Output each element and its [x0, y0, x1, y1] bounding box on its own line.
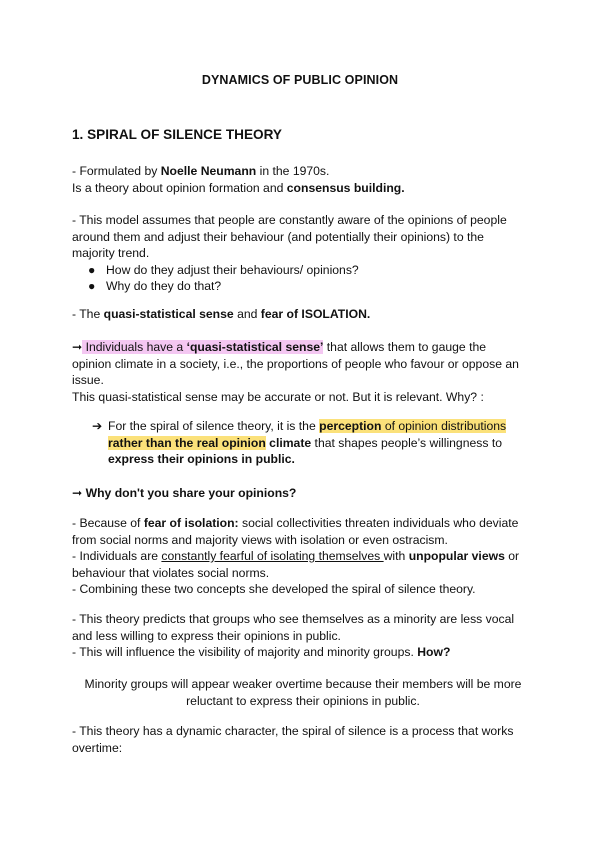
paragraph-predicts: - This theory predicts that groups who see themselves as a minority are less vocal and less willing to express their opinions in public. - This will influence the visibility of majority and minority groups. How? [72, 611, 528, 661]
paragraph-model [72, 212, 528, 295]
paragraph-text: - This theory predicts that groups who see themselves as a minority are less vocal and less willing to express their opinions in public. [72, 612, 515, 643]
bullet-icon: ● [88, 262, 96, 277]
paragraph-text: - This model assumes that people are constantly aware of the opinions of people around them and adjust their behaviour (and potentially their opinions) to the majority trend. [72, 213, 507, 260]
author-name: Noelle Neumann [160, 164, 257, 178]
paragraph-minority-groups: Minority groups will appear weaker overtime because their members will be more reluctant to express their opinions in public. [84, 677, 522, 708]
text-line: - Formulated by Noelle Neumann in the 1970s. [72, 164, 330, 178]
paragraph-perception [92, 418, 528, 468]
list-item: ● Why do they do that? [88, 279, 222, 293]
paragraph-text: For the spiral of silence theory, it is the perception of opinion distributions rather than the real opinion climate that shapes people’s willingness to express their opinions in public. [108, 419, 507, 466]
section-heading: 1. SPIRAL OF SILENCE THEORY [72, 127, 282, 142]
arrow-icon: ➞ [72, 486, 83, 500]
document-title: DYNAMICS OF PUBLIC OPINION [201, 73, 399, 87]
question-list [72, 262, 528, 295]
bullet-icon: ● [88, 279, 96, 293]
subheading-why: ➞ Why don't you share your opinions? [72, 486, 297, 500]
text-line: Is a theory about opinion formation and consensus building. [72, 180, 405, 195]
paragraph-fear-of-isolation: - Because of fear of isolation: social collectivities threaten individuals who deviate from social norms and majority views with isolation or even ostracism. - Individuals are constantly fearful of isolating themselves with unpopular views or behaviour that violates social norms. - Combining these two concepts she developed the spiral of silence theory. [72, 515, 528, 598]
paragraph-formulated [72, 163, 528, 196]
list-item: ● How do they adjust their behaviours/ opinions? [88, 262, 359, 277]
paragraph-dynamic: - This theory has a dynamic character, the spiral of silence is a process that works overtime: [72, 724, 514, 755]
paragraph-text: - Combining these two concepts she developed the spiral of silence theory. [72, 582, 476, 596]
arrow-icon: ➔ [92, 419, 103, 433]
paragraph-quasi-statistical: ➞ Individuals have a ‘quasi-statistical sense’ that allows them to gauge the opinion climate in a society, i.e., the proportions of people who favour or oppose an issue. This quasi-statistical sense may be accurate or not. But it is relevant. Why? : [72, 339, 528, 405]
paragraph-concepts: - The quasi-statistical sense and fear of ISOLATION. [72, 307, 371, 321]
arrow-icon: ➞ [72, 340, 83, 354]
paragraph-text: This quasi-statistical sense may be accurate or not. But it is relevant. Why? : [72, 389, 484, 404]
